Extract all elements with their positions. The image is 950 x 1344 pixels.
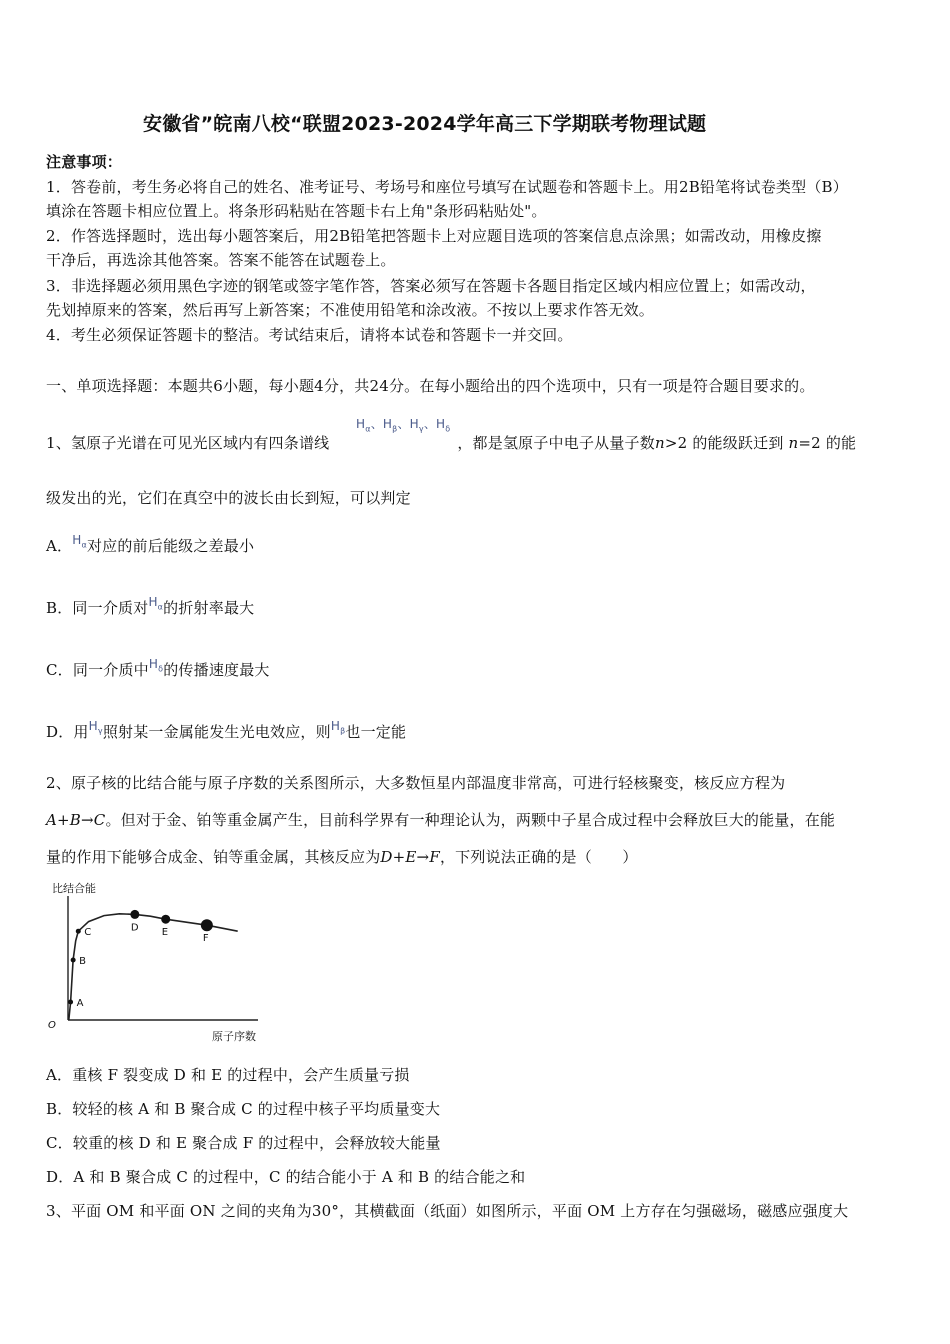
- q1-option-b[interactable]: B．同一介质对$^{H_\alpha}$的折射率最大: [46, 595, 255, 617]
- q1-stem-line2: 级发出的光，它们在真空中的波长由长到短，可以判定: [46, 489, 411, 507]
- q2-stem-line3: 量的作用下能够合成金、铂等重金属，其核反应为D+E→F，下列说法正确的是（ ）: [46, 848, 638, 866]
- data-label-f: F: [202, 933, 209, 945]
- data-label-d: D: [130, 922, 139, 934]
- q1-option-a[interactable]: A．$^{H_\alpha}$对应的前后能级之差最小: [46, 533, 255, 555]
- h-gamma-symbol: Hγ: [88, 719, 103, 736]
- binding-energy-curve: [69, 914, 238, 1020]
- data-label-e: E: [161, 927, 169, 939]
- notice-line: 填涂在答题卡相应位置上。将条形码粘贴在答题卡右上角"条形码粘贴处"。: [46, 202, 547, 220]
- data-label-a: A: [76, 998, 84, 1009]
- q2-stem-line2: A+B→C。但对于金、铂等重金属产生，目前科学界有一种理论认为，两颗中子星合成过程中会释放巨大的能量，在能: [46, 811, 836, 829]
- q1-option-c[interactable]: C．同一介质中$^{H_\delta}$的传播速度最大: [46, 657, 270, 679]
- h-alpha-symbol: Hα: [72, 533, 87, 550]
- notice-line: 先划掉原来的答案，然后再写上新答案；不准使用铅笔和涂改液。不按以上要求作答无效。: [46, 301, 655, 319]
- section-heading: 一、单项选择题：本题共6小题，每小题4分，共24分。在每小题给出的四个选项中，只有一项是符合题目要求的。: [46, 377, 815, 395]
- origin-label: O: [48, 1020, 56, 1031]
- q2-stem-line1: 2、原子核的比结合能与原子序数的关系图所示，大多数恒星内部温度非常高，可进行轻核聚变，核反应方程为: [46, 774, 786, 792]
- q2-option-b[interactable]: B．较轻的核 A 和 B 聚合成 C 的过程中核子平均质量变大: [46, 1100, 441, 1118]
- data-label-b: B: [79, 956, 87, 967]
- notice-line: 干净后，再选涂其他答案。答案不能答在试题卷上。: [46, 251, 396, 269]
- notice-line: 2．作答选择题时，选出每小题答案后，用2B铅笔把答题卡上对应题目选项的答案信息点涂黑；如需改动，用橡皮擦: [46, 227, 822, 245]
- notice-line: 4．考生必须保证答题卡的整洁。考试结束后，请将本试卷和答题卡一并交回。: [46, 326, 573, 344]
- data-point-e: [161, 915, 170, 924]
- notice-line: 1．答卷前，考生务必将自己的姓名、准考证号、考场号和座位号填写在试题卷和答题卡上。用2B铅笔将试卷类型（B）: [46, 178, 848, 196]
- notice-heading: 注意事项：: [46, 153, 123, 171]
- h-beta-symbol: Hβ: [330, 719, 346, 736]
- data-point-d: [130, 910, 139, 919]
- q2-option-a[interactable]: A．重核 F 裂变成 D 和 E 的过程中，会产生质量亏损: [46, 1066, 410, 1084]
- data-point-c: [76, 929, 81, 934]
- h-delta-symbol: Hδ: [148, 657, 164, 674]
- q1-option-d[interactable]: D．用$^{H_\gamma}$照射某一金属能发生光电效应，则$^{H_\beta}$也一定能: [46, 719, 407, 741]
- data-point-a: [68, 1000, 73, 1005]
- data-point-f: [201, 919, 213, 931]
- notice-line: 3．非选择题必须用黑色字迹的钢笔或签字笔作答，答案必须写在答题卡各题目指定区域内相应位置上；如需改动，: [46, 277, 816, 295]
- q1-stem-line1: 1、氢原子光谱在可见光区域内有四条谱线 ，都是氢原子中电子从量子数n>2 的能级跃迁到 n=2 的能: [46, 434, 857, 452]
- y-axis-label: 比结合能: [52, 882, 96, 895]
- document-title: 安徽省”皖南八校“联盟2023-2024学年高三下学期联考物理试题: [143, 113, 707, 135]
- q2-option-d[interactable]: D．A 和 B 聚合成 C 的过程中，C 的结合能小于 A 和 B 的结合能之和: [46, 1168, 526, 1186]
- data-label-c: C: [84, 927, 92, 939]
- binding-energy-chart: [40, 878, 280, 1048]
- h-alpha-symbol: Hα: [148, 595, 164, 612]
- q2-option-c[interactable]: C．较重的核 D 和 E 聚合成 F 的过程中，会释放较大能量: [46, 1134, 441, 1152]
- data-point-b: [71, 958, 76, 963]
- x-axis-label: 原子序数: [212, 1030, 256, 1043]
- q3-stem-line1: 3、平面 OM 和平面 ON 之间的夹角为30°，其横截面（纸面）如图所示，平面 OM 上方存在匀强磁场，磁感应强度大: [46, 1202, 849, 1220]
- spectral-lines-image: $H_\alpha$、$H_\beta$、$H_\gamma$、$H_\delta$: [356, 417, 451, 434]
